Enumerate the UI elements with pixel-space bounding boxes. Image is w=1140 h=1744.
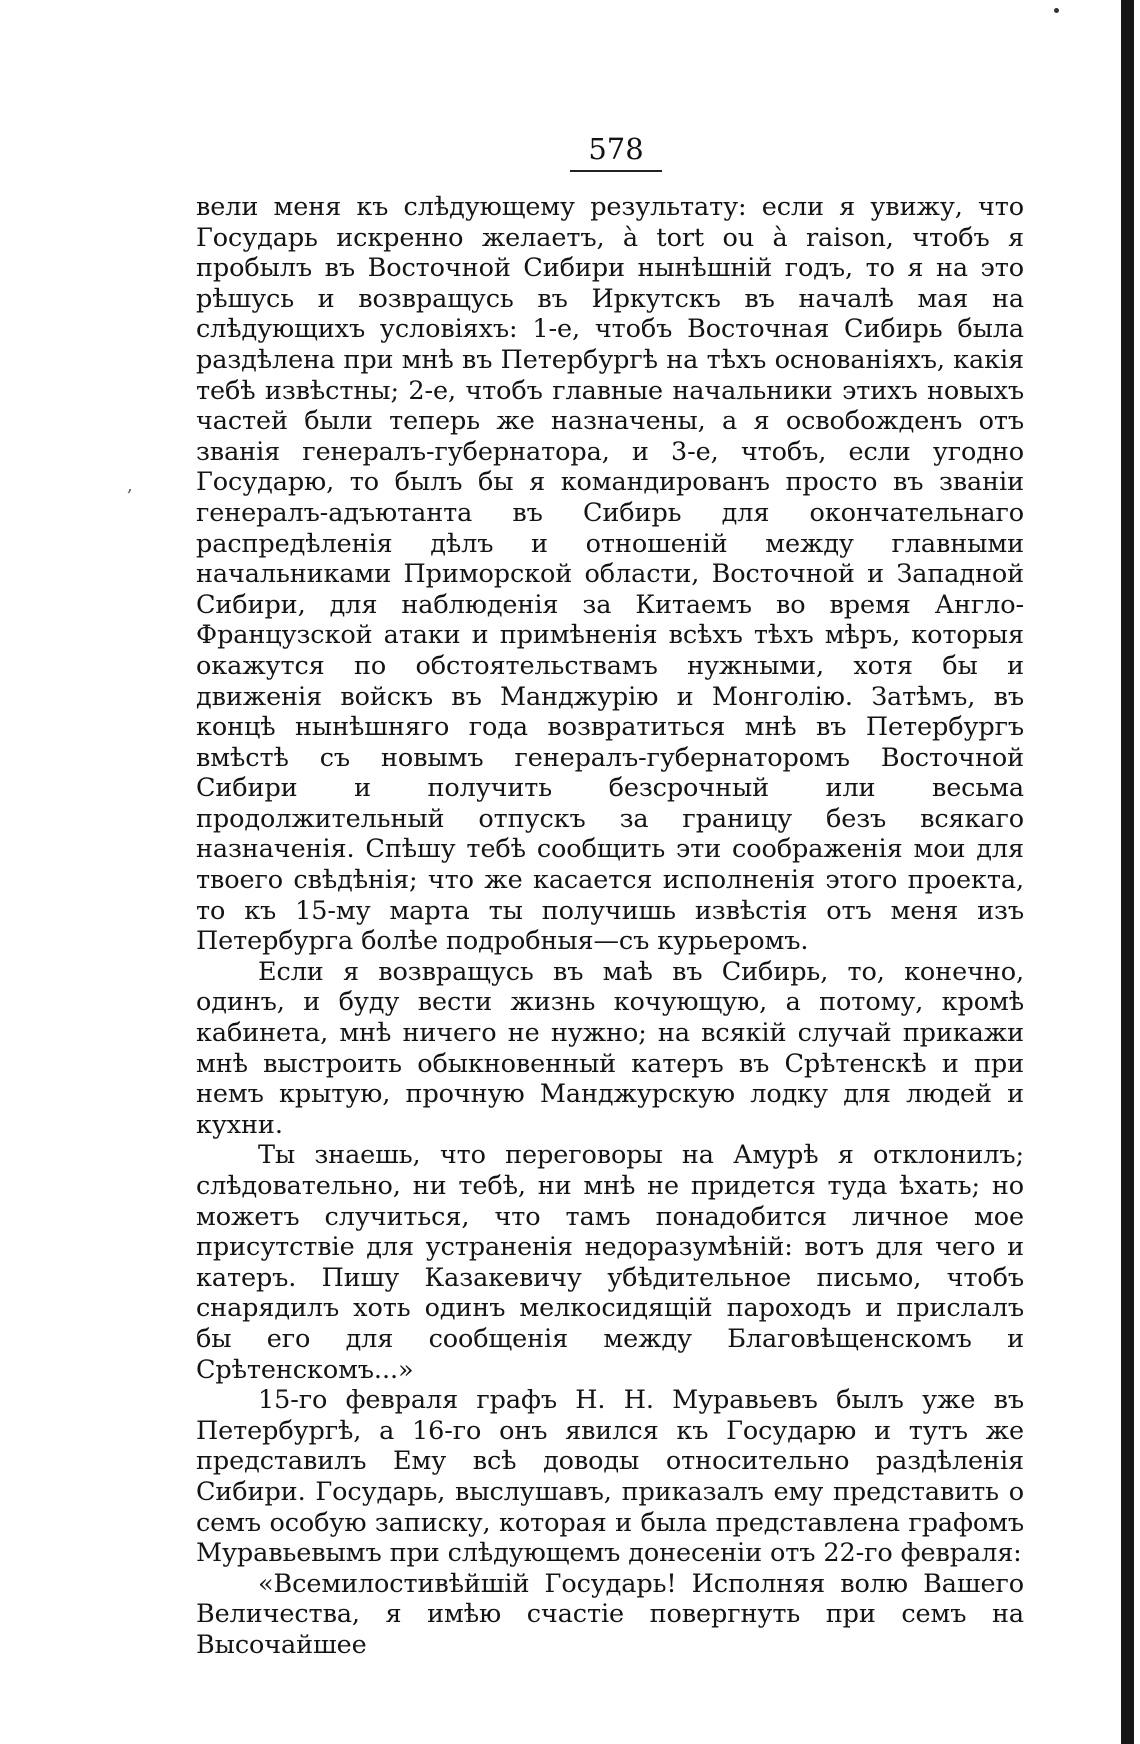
paragraph-february-15: 15-го февраля графъ Н. Н. Муравьевъ былъ уже въ Петербургѣ, а 16-го онъ явился къ Государю и тутъ же представилъ Ему всѣ доводы относительно раздѣленія Сибири. Государь, выслушавъ, приказалъ ему представить о семъ особую записку, которая и была представлена графомъ Муравьевымъ при слѣдующемъ донесеніи отъ 22-го февраля: (196, 1385, 1024, 1569)
scan-edge-bar (1121, 0, 1134, 1744)
body-text (196, 192, 1024, 1661)
paragraph-report-start: «Всемилостивѣйшій Государь! Исполняя волю Вашего Величества, я имѣю счастіе повергнуть при семъ на Высочайшее (196, 1568, 1024, 1660)
paragraph-return-to-siberia: Если я возвращусь въ маѣ въ Сибирь, то, конечно, одинъ, и буду вести жизнь кочующую, а потому, кромѣ кабинета, мнѣ ничего не нужно; на всякій случай прикажи мнѣ выстроить обыкновенный катеръ въ Срѣтенскѣ и при немъ крытую, прочную Манджурскую лодку для людей и кухни. (196, 956, 1024, 1140)
paragraph-continuation: вели меня къ слѣдующему результату: если я увижу, что Государь искренно желаетъ, à tort ou à raison, чтобъ я пробылъ въ Восточной Сибири нынѣшній годъ, то я на это рѣшусь и возвращусь въ Иркутскъ въ началѣ мая на слѣдующихъ условіяхъ: 1-е, чтобъ Восточная Сибирь была раздѣлена при мнѣ въ Петербургѣ на тѣхъ основаніяхъ, какія тебѣ извѣстны; 2-е, чтобъ главные начальники этихъ новыхъ частей были теперь же назначены, а я освобожденъ отъ званія генералъ-губернатора, и 3-е, чтобъ, если угодно Государю, то былъ бы я командированъ просто въ званіи генералъ-адъютанта въ Сибирь для окончательнаго распредѣленія дѣлъ и отношеній между главными начальниками Приморской области, Восточной и Западной Сибири, для наблюденія за Китаемъ во время Англо-Французской атаки и примѣненія всѣхъ тѣхъ мѣръ, которыя окажутся по обстоятельствамъ нужными, хотя бы и движенія войскъ въ Манджурію и Монголію. Затѣмъ, въ концѣ нынѣшняго года возвратиться мнѣ въ Петербургъ вмѣстѣ съ новымъ генералъ-губернаторомъ Восточной Сибири и получить безсрочный или весьма продолжительный отпускъ за границу безъ всякаго назначенія. Спѣшу тебѣ сообщить эти соображенія мои для твоего свѣдѣнія; что же касается исполненія этого проекта, то къ 15-му марта ты получишь извѣстія отъ меня изъ Петербурга болѣе подробныя—съ курьеромъ. (196, 192, 1024, 957)
paragraph-amur-negotiations: Ты знаешь, что переговоры на Амурѣ я отклонилъ; слѣдовательно, ни тебѣ, ни мнѣ не придется туда ѣхать; но можетъ случиться, что тамъ понадобится личное мое присутствіе для устраненія недоразумѣній: вотъ для чего и катеръ. Пишу Казакевичу убѣдительное письмо, чтобъ снарядилъ хоть одинъ мелкосидящій пароходъ и прислалъ бы его для сообщенія между Благовѣщенскомъ и Срѣтенскомъ...» (196, 1140, 1024, 1385)
page-number: 578 (570, 130, 662, 172)
margin-mark: , (127, 475, 133, 496)
scan-speck (1054, 8, 1059, 13)
